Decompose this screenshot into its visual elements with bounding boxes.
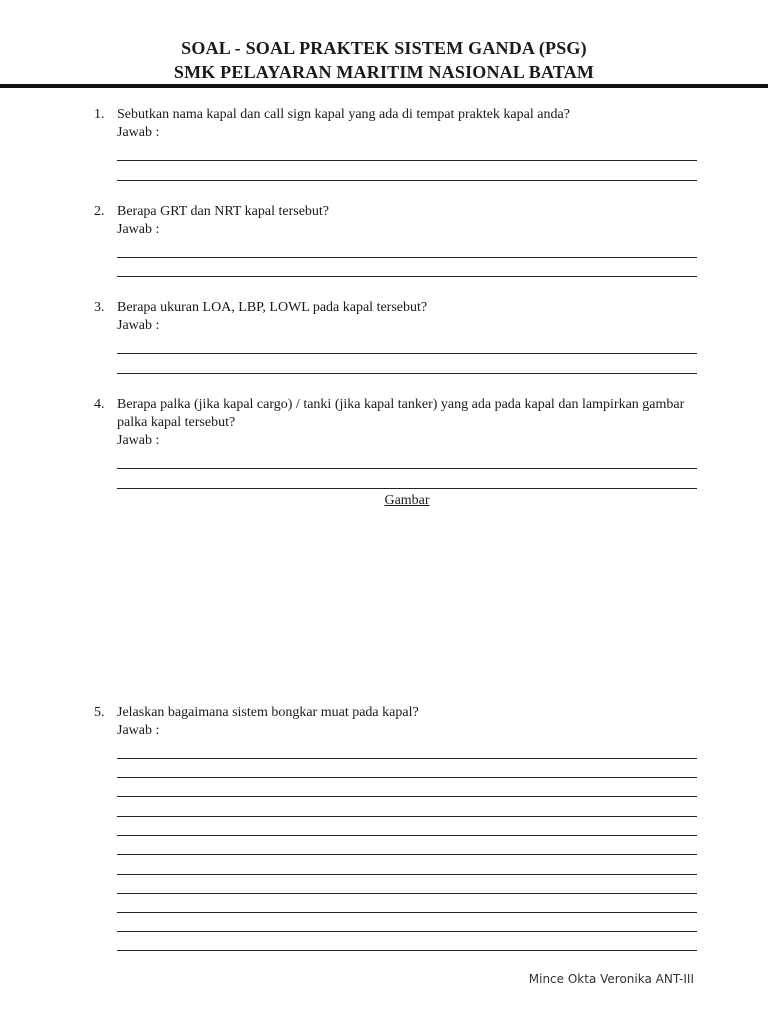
answer-line[interactable] <box>117 468 697 469</box>
header-title-line2: SMK PELAYARAN MARITIM NASIONAL BATAM <box>173 62 595 82</box>
answer-line[interactable] <box>117 180 697 181</box>
answer-line[interactable] <box>117 893 697 894</box>
answer-label: Jawab : <box>117 222 160 237</box>
question-5 <box>94 704 714 740</box>
header-title-line1: SOAL - SOAL PRAKTEK SISTEM GANDA (PSG) <box>181 38 587 58</box>
image-caption: Gambar <box>384 493 430 508</box>
answer-label: Jawab : <box>117 318 160 333</box>
question-3 <box>94 299 714 335</box>
answer-line[interactable] <box>117 488 697 489</box>
answer-line[interactable] <box>117 353 697 354</box>
question-text: Jelaskan bagaimana sistem bongkar muat pada kapal? <box>117 705 419 720</box>
answer-line[interactable] <box>117 276 697 277</box>
question-number: 3. <box>94 300 105 315</box>
question-number: 2. <box>94 204 105 219</box>
answer-line[interactable] <box>117 950 697 951</box>
answer-line[interactable] <box>117 874 697 875</box>
answer-label: Jawab : <box>117 125 160 140</box>
answer-line[interactable] <box>117 912 697 913</box>
question-text: Berapa GRT dan NRT kapal tersebut? <box>117 204 330 219</box>
question-number: 4. <box>94 397 105 412</box>
question-text: Berapa palka (jika kapal cargo) / tanki (jika kapal tanker) yang ada pada kapal dan lampirkan gambar palka kapal tersebut? <box>117 397 685 430</box>
question-1 <box>94 106 714 142</box>
answer-line[interactable] <box>117 854 697 855</box>
answer-line[interactable] <box>117 758 697 759</box>
author-footer: Mince Okta Veronika ANT-III <box>528 972 694 986</box>
answer-label: Jawab : <box>117 433 160 448</box>
question-number: 5. <box>94 705 105 720</box>
page-header <box>0 36 768 84</box>
answer-line[interactable] <box>117 835 697 836</box>
answer-label: Jawab : <box>117 723 160 738</box>
question-2 <box>94 203 714 239</box>
question-text: Sebutkan nama kapal dan call sign kapal yang ada di tempat praktek kapal anda? <box>117 107 570 122</box>
answer-line[interactable] <box>117 373 697 374</box>
question-number: 1. <box>94 107 105 122</box>
answer-line[interactable] <box>117 931 697 932</box>
question-text: Berapa ukuran LOA, LBP, LOWL pada kapal tersebut? <box>117 300 428 315</box>
answer-line[interactable] <box>117 257 697 258</box>
answer-line[interactable] <box>117 777 697 778</box>
answer-line[interactable] <box>117 796 697 797</box>
header-divider <box>0 84 768 88</box>
answer-line[interactable] <box>117 816 697 817</box>
answer-line[interactable] <box>117 160 697 161</box>
question-4 <box>94 396 714 450</box>
